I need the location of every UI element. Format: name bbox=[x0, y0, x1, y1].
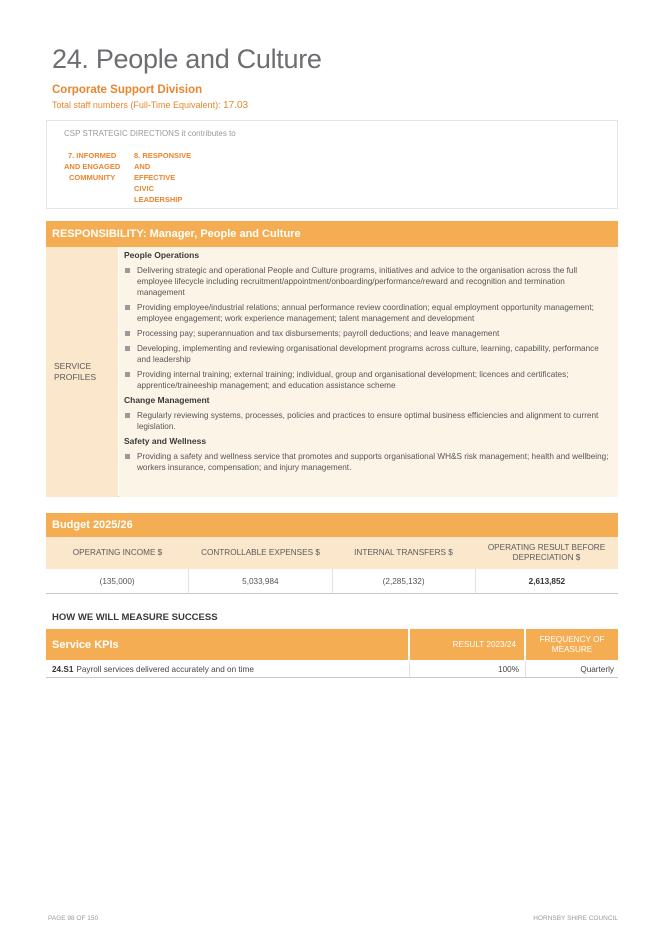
csp-directions-box bbox=[46, 120, 618, 209]
service-profiles-cell bbox=[46, 247, 118, 497]
budget-values-row bbox=[46, 569, 618, 594]
page-number: PAGE 98 OF 150 bbox=[48, 915, 99, 922]
page-title: 24. People and Culture bbox=[52, 44, 322, 74]
csp-direction-8: 8. RESPONSIVE AND EFFECTIVE CIVIC LEADERSHIP bbox=[134, 151, 192, 204]
list-item: Providing a safety and wellness service that promotes and supports organisational WH&S risk management; health and wellbeing; workers insurance, compensation; and injury management. bbox=[124, 451, 614, 473]
list-item: Regularly reviewing systems, processes, policies and practices to ensure optimal business efficiencies and alignment to current legislation. bbox=[124, 410, 614, 432]
list-item: Processing pay; superannuation and tax disbursements; payroll deductions; and leave management bbox=[124, 328, 614, 339]
kpi-code: 24.S1 bbox=[52, 664, 74, 674]
section-heading-change-management: Change Management bbox=[124, 395, 210, 405]
section-heading-people-operations: People Operations bbox=[124, 250, 200, 260]
staff-value: 17.03 bbox=[223, 100, 249, 111]
list-item: Providing employee/industrial relations; annual performance review coordination; equal employment opportunity management; employee engagement; work experience management; talent management and development bbox=[124, 302, 614, 324]
table-row bbox=[46, 661, 618, 678]
bullet-square-icon bbox=[125, 305, 130, 310]
kpi-header-result: RESULT 2023/24 bbox=[410, 629, 526, 660]
kpi-frequency: Quarterly bbox=[580, 664, 614, 674]
budget-col-controllable-expenses: CONTROLLABLE EXPENSES $ bbox=[201, 548, 320, 557]
kpi-table-header bbox=[46, 629, 618, 660]
kpi-header-label: Service KPIs bbox=[46, 629, 410, 660]
budget-value-internal-transfers: (2,285,132) bbox=[333, 569, 476, 593]
kpi-text: Payroll services delivered accurately and on time bbox=[76, 664, 254, 674]
responsibility-header: RESPONSIBILITY: Manager, People and Culture bbox=[46, 221, 618, 247]
bullet-square-icon bbox=[125, 331, 130, 336]
staff-label: Total staff numbers (Full-Time Equivalent): bbox=[52, 100, 221, 110]
budget-value-controllable-expenses: 5,033,984 bbox=[189, 569, 332, 593]
budget-col-internal-transfers: INTERNAL TRANSFERS $ bbox=[354, 548, 453, 557]
service-profiles-content bbox=[119, 247, 618, 497]
responsibility-table bbox=[46, 247, 618, 497]
budget-header: Budget 2025/26 bbox=[46, 513, 618, 537]
budget-col-operating-result: OPERATING RESULT BEFORE DEPRECIATION $ bbox=[487, 543, 606, 562]
bullet-square-icon bbox=[125, 268, 130, 273]
bullet-square-icon bbox=[125, 454, 130, 459]
service-profiles-label: SERVICE PROFILES bbox=[54, 361, 97, 382]
bullet-square-icon bbox=[125, 413, 130, 418]
kpi-header-frequency: FREQUENCY OF MEASURE bbox=[539, 634, 605, 654]
bullet-square-icon bbox=[125, 372, 130, 377]
division-name: Corporate Support Division bbox=[52, 84, 203, 96]
measure-success-title: HOW WE WILL MEASURE SUCCESS bbox=[52, 612, 218, 623]
budget-col-operating-income: OPERATING INCOME $ bbox=[72, 548, 163, 557]
footer-organisation: HORNSBY SHIRE COUNCIL bbox=[533, 915, 618, 922]
kpi-description bbox=[46, 661, 410, 677]
section-heading-safety-wellness: Safety and Wellness bbox=[124, 436, 207, 446]
list-item: Developing, implementing and reviewing organisational development programs across culture, learning, capability, performance and leadership bbox=[124, 343, 614, 365]
kpi-result: 100% bbox=[410, 661, 526, 677]
staff-numbers bbox=[52, 100, 248, 111]
bullet-square-icon bbox=[125, 346, 130, 351]
list-item: Delivering strategic and operational People and Culture programs, initiatives and advice to the organisation across the full employee lifecycle including recruitment/appointment/onboarding/performance/reward and recognition and termination management bbox=[124, 265, 614, 298]
budget-value-operating-result: 2,613,852 bbox=[528, 576, 566, 586]
csp-direction-7: 7. INFORMED AND ENGAGED COMMUNITY bbox=[64, 151, 121, 182]
list-item: Providing internal training; external training; individual, group and organisational development; licences and certificates; apprentice/traineeship management; and education assistance scheme bbox=[124, 369, 614, 391]
csp-label: CSP STRATEGIC DIRECTIONS it contributes to bbox=[64, 129, 236, 138]
budget-value-operating-income: (135,000) bbox=[46, 569, 189, 593]
budget-column-headers bbox=[46, 537, 618, 569]
